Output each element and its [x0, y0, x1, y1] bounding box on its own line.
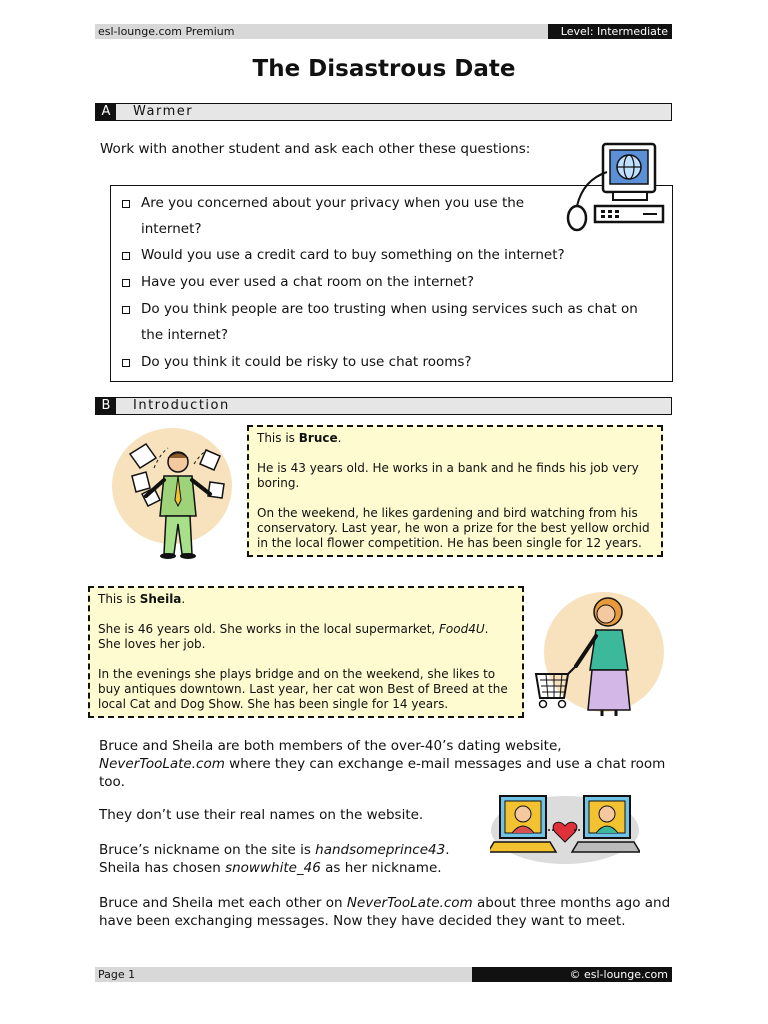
body-paragraph: Bruce and Sheila met each other on NeverTooLate.com about three months ago and have been exchanging messages. Now they have decided they want to meet. [99, 895, 671, 929]
body-paragraph: Bruce’s nickname on the site is handsomeprince43. Sheila has chosen snowwhite_46 as her nickname. [99, 842, 450, 876]
checkbox-bullet-icon [122, 200, 130, 208]
checkbox-bullet-icon [122, 279, 130, 287]
question-item: Do you think it could be risky to use chat rooms? [141, 349, 472, 375]
header-bar [95, 24, 672, 39]
sheila-illustration [530, 586, 665, 721]
nickname: snowwhite_46 [225, 860, 321, 876]
footer-copyright: © esl-lounge.com [472, 967, 672, 982]
section-b-letter: B [96, 398, 116, 414]
section-b-name: Introduction [133, 398, 230, 413]
bruce-name: Bruce [298, 431, 338, 445]
body-paragraph: Bruce and Sheila are both members of the over-40’s dating website, NeverTooLate.com where they can exchange e-mail messages and use a chat room too. [99, 738, 666, 790]
question-item: Would you use a credit card to buy something on the internet? [141, 242, 565, 268]
page-title: The Disastrous Date [252, 56, 516, 82]
checkbox-bullet-icon [122, 252, 130, 260]
question-item: Have you ever used a chat room on the internet? [141, 269, 474, 295]
store-name: Food4U [439, 622, 485, 636]
sheila-paragraph: She is 46 years old. She works in the local supermarket, Food4U. She loves her job. [98, 622, 489, 651]
chat-computers-illustration [490, 790, 640, 865]
bruce-card: This is Bruce. He is 43 years old. He works in a bank and he finds his job very boring. On the weekend, he likes gardening and bird watching from his conservatory. Last year, he won a prize for the best yellow orchid in the local flower competition. He has been single for 12 years. [247, 425, 663, 557]
warmer-intro: Work with another student and ask each other these questions: [100, 141, 531, 157]
bruce-illustration [110, 424, 240, 564]
bruce-paragraph: He is 43 years old. He works in a bank and he finds his job very boring. [257, 461, 639, 490]
section-a-header [95, 103, 672, 121]
footer-bar [95, 967, 672, 982]
bruce-paragraph: On the weekend, he likes gardening and bird watching from his conservatory. Last year, he won a prize for the best yellow orchid in the local flower competition. He has been single for 12 years. [257, 506, 650, 550]
sheila-card: This is Sheila. She is 46 years old. She works in the local supermarket, Food4U. She loves her job. In the evenings she plays bridge and on the weekend, she likes to buy antiques downtown. Last year, her cat won Best of Breed at the local Cat and Dog Show. She has been single for 14 years. [88, 586, 524, 718]
checkbox-bullet-icon [122, 359, 130, 367]
question-item: Are you concerned about your privacy when you use the internet? [141, 190, 524, 242]
page-number: Page 1 [95, 967, 672, 982]
sheila-paragraph: In the evenings she plays bridge and on the weekend, she likes to buy antiques downtown. Last year, her cat won Best of Breed at the local Cat and Dog Show. She has been single for 14 years. [98, 667, 508, 711]
nickname: handsomeprince43 [315, 842, 446, 858]
website-name: NeverTooLate.com [99, 756, 225, 772]
computer-globe-icon [563, 140, 673, 235]
section-a-letter: A [96, 104, 116, 120]
header-brand: esl-lounge.com Premium [95, 24, 672, 39]
section-a-name: Warmer [133, 104, 194, 119]
sheila-name: Sheila [139, 592, 182, 606]
question-item: Do you think people are too trusting when using services such as chat on the internet? [141, 296, 638, 348]
section-b-header [95, 397, 672, 415]
header-level: Level: Intermediate [548, 24, 672, 39]
body-paragraph: They don’t use their real names on the website. [99, 807, 424, 823]
website-name: NeverTooLate.com [346, 895, 473, 911]
checkbox-bullet-icon [122, 306, 130, 314]
